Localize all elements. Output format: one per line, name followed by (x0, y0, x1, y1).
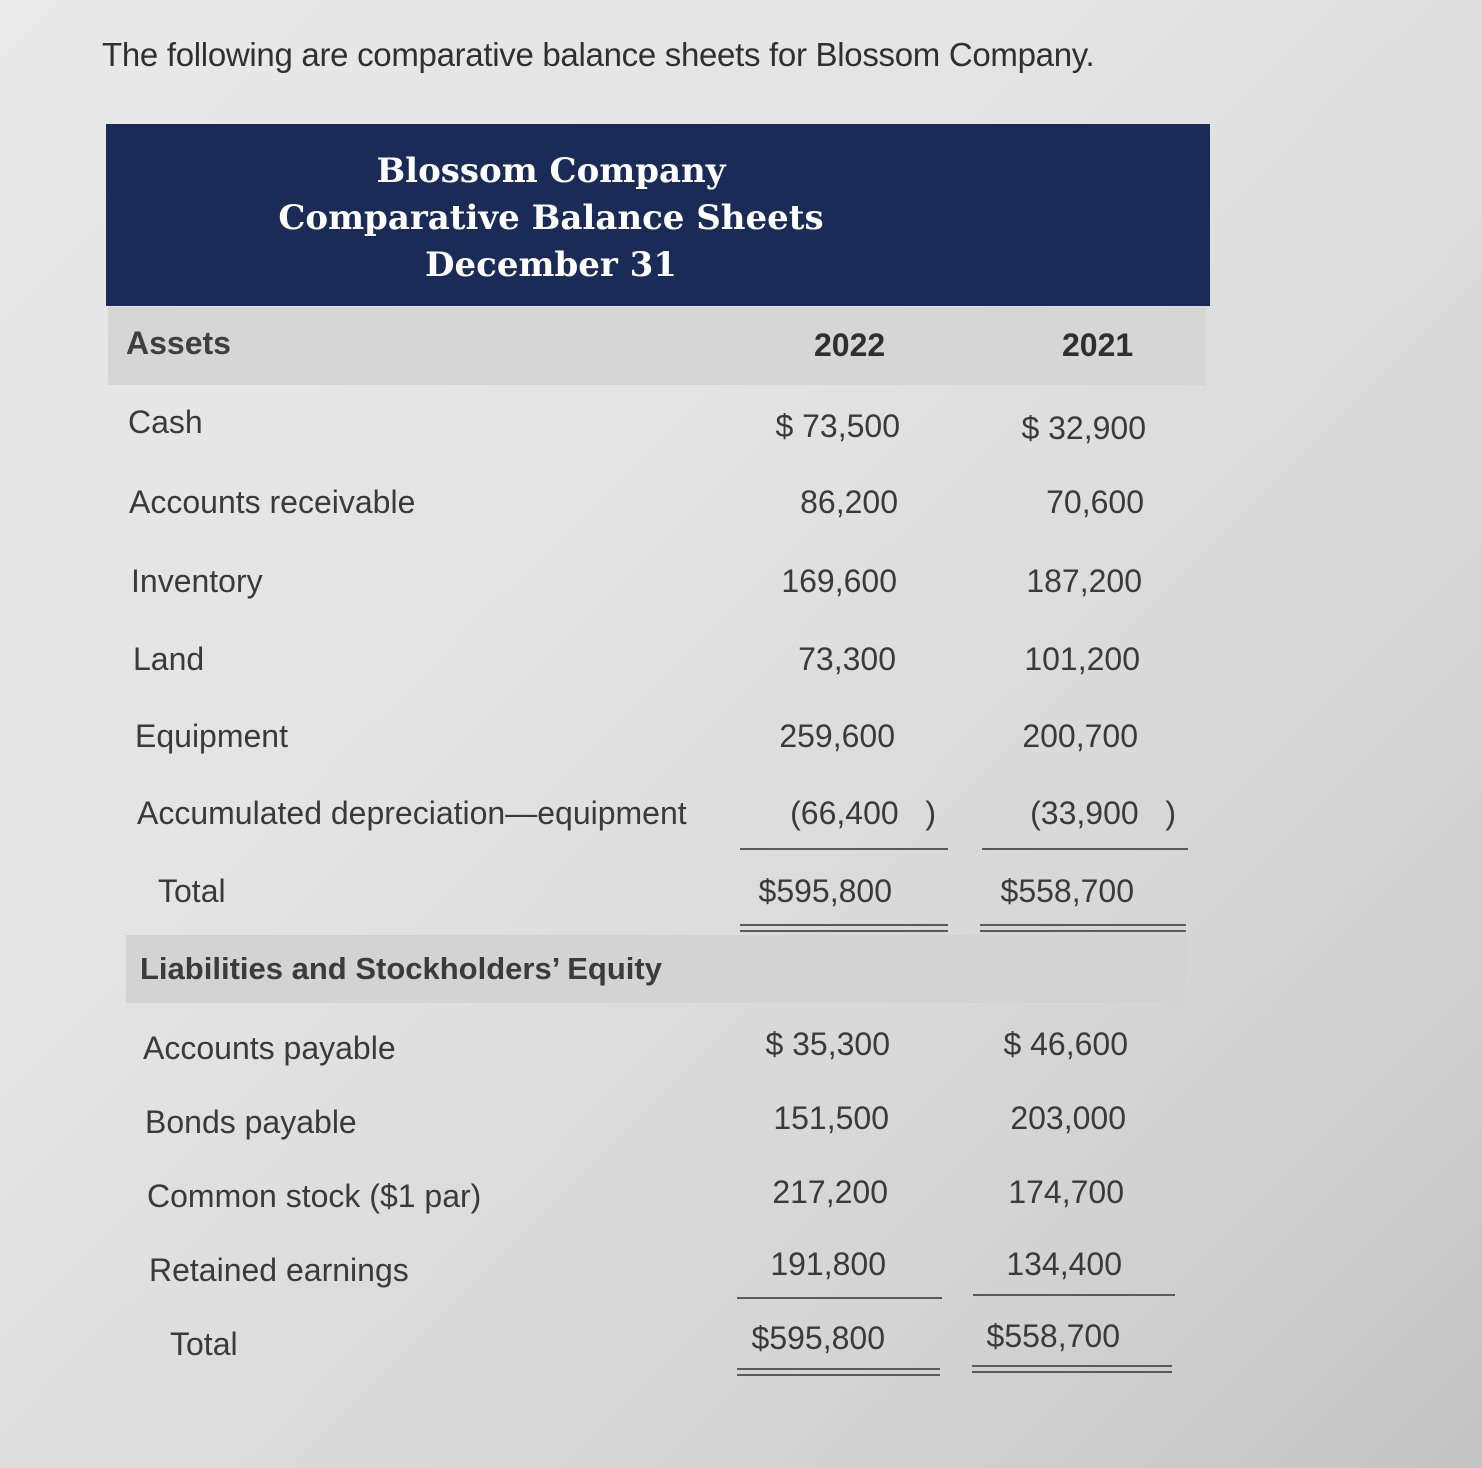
value-2021: 187,200 (1026, 563, 1142, 599)
subtotal-rule-2021 (982, 848, 1188, 850)
statement-header (106, 124, 1210, 306)
value-2022: $ 73,500 (775, 408, 900, 444)
value-2022: 191,800 (770, 1246, 886, 1282)
total-double-rule-2022 (737, 1368, 940, 1376)
row-label: Total (170, 1326, 238, 1362)
row-label: Retained earnings (149, 1252, 409, 1288)
row-label: Land (133, 641, 205, 677)
value-2022: 217,200 (772, 1174, 888, 1210)
assets-heading: Assets (126, 325, 231, 361)
value-2021: $558,700 (1000, 873, 1134, 909)
year-2021-heading: 2021 (1062, 327, 1134, 363)
value-2022: 86,200 (800, 484, 898, 520)
value-2022: 169,600 (781, 563, 897, 599)
row-label: Accumulated depreciation—equipment (137, 795, 687, 831)
table-row (0, 1026, 1482, 1066)
value-2022: $595,800 (751, 1320, 885, 1356)
value-2022: 259,600 (779, 718, 895, 754)
table-row (0, 718, 1482, 758)
table-row (0, 795, 1482, 835)
value-2021: 70,600 (1046, 484, 1144, 520)
column-header-row (108, 307, 1206, 385)
value-2022: $595,800 (758, 873, 892, 909)
intro-text: The following are comparative balance sheets for Blossom Company. (102, 36, 1095, 73)
statement-title: Comparative Balance Sheets (278, 198, 824, 238)
statement-date: December 31 (425, 245, 677, 285)
table-row (0, 1246, 1482, 1286)
table-row (0, 563, 1482, 603)
value-2021: 174,700 (1008, 1174, 1124, 1210)
liabilities-section-header (126, 935, 1186, 1003)
row-label: Equipment (135, 718, 288, 754)
value-2022: $ 35,300 (765, 1026, 890, 1062)
value-2021: 200,700 (1022, 718, 1138, 754)
liabilities-heading: Liabilities and Stockholders’ Equity (140, 951, 662, 986)
total-double-rule-2021 (980, 924, 1186, 932)
subtotal-rule-2022 (737, 1297, 942, 1299)
value-2022: 73,300 (798, 641, 896, 677)
assets-total-row (0, 873, 1482, 913)
table-row (0, 484, 1482, 524)
total-double-rule-2022 (740, 924, 948, 932)
row-label: Accounts payable (143, 1030, 396, 1066)
row-label: Common stock ($1 par) (147, 1178, 482, 1214)
table-row (0, 1174, 1482, 1214)
table-row (0, 1100, 1482, 1140)
row-label: Cash (128, 404, 203, 440)
liabilities-total-row (0, 1320, 1482, 1360)
value-2021: $ 32,900 (1021, 410, 1146, 446)
subtotal-rule-2022 (740, 848, 948, 850)
year-2022-heading: 2022 (814, 327, 886, 363)
value-2021: 101,200 (1024, 641, 1140, 677)
value-2021: $ 46,600 (1003, 1026, 1128, 1062)
value-2022: (66,400 ) (790, 795, 936, 831)
value-2021: $558,700 (986, 1318, 1120, 1354)
value-2021: 134,400 (1006, 1246, 1122, 1282)
company-name: Blossom Company (376, 151, 726, 191)
table-row (0, 404, 1482, 444)
value-2021: (33,900 ) (1030, 795, 1176, 831)
value-2022: 151,500 (773, 1100, 889, 1136)
total-double-rule-2021 (972, 1365, 1172, 1373)
value-2021: 203,000 (1010, 1100, 1126, 1136)
row-label: Bonds payable (145, 1104, 357, 1140)
subtotal-rule-2021 (973, 1294, 1175, 1296)
table-row (0, 641, 1482, 681)
row-label: Accounts receivable (129, 484, 416, 520)
row-label: Inventory (131, 563, 263, 599)
row-label: Total (158, 873, 226, 909)
